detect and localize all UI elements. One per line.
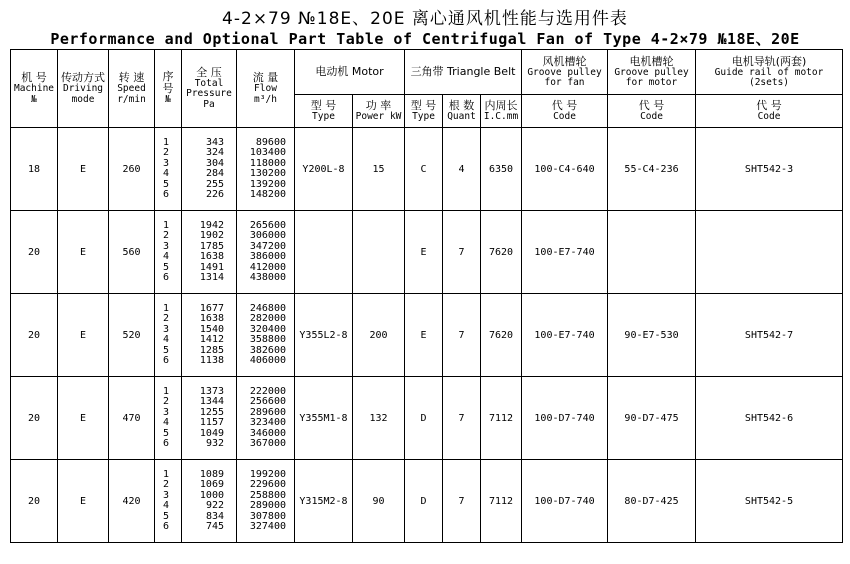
performance-table: [10, 49, 843, 543]
speed: 260: [109, 128, 155, 211]
driving-mode: E: [58, 294, 109, 377]
flow-list: 265600 306000 347200 386000 412000 438000: [237, 211, 295, 294]
fan-pulley-code: 100-E7-740: [522, 211, 608, 294]
motor-type: [295, 211, 353, 294]
header-flow: 流 量 Flow m³/h: [237, 50, 295, 128]
fan-pulley-code: 100-C4-640: [522, 128, 608, 211]
seq-list: 1 2 3 4 5 6: [155, 211, 182, 294]
speed: 470: [109, 377, 155, 460]
driving-mode: E: [58, 377, 109, 460]
header-fan-pulley: 风机槽轮 Groove pulley for fan: [522, 50, 608, 95]
header-motor-group: 电动机 Motor: [295, 50, 405, 95]
header-belt-type: 型 号 Type: [405, 95, 443, 128]
motor-power: [353, 211, 405, 294]
header-belt-length: 内周长 I.C.mm: [481, 95, 522, 128]
machine-no: 18: [11, 128, 58, 211]
guide-rail-code: SHT542-3: [696, 128, 843, 211]
motor-type: Y200L-8: [295, 128, 353, 211]
belt-quantity: 4: [443, 128, 481, 211]
table-row: [11, 377, 843, 460]
header-seq: 序 号 №: [155, 50, 182, 128]
guide-rail-code: SHT542-5: [696, 460, 843, 543]
header-motor-type: 型 号 Type: [295, 95, 353, 128]
driving-mode: E: [58, 128, 109, 211]
motor-type: Y355L2-8: [295, 294, 353, 377]
belt-length: 7112: [481, 377, 522, 460]
speed: 520: [109, 294, 155, 377]
table-row: [11, 460, 843, 543]
motor-power: 90: [353, 460, 405, 543]
page-title: 4-2×79 №18E、20E 离心通风机性能与选用件表: [222, 9, 628, 29]
belt-type: C: [405, 128, 443, 211]
table-row: [11, 294, 843, 377]
belt-length: 7112: [481, 460, 522, 543]
motor-pulley-code: [608, 211, 696, 294]
machine-no: 20: [11, 377, 58, 460]
page-subtitle: Performance and Optional Part Table of Centrifugal Fan of Type 4-2×79 №18E、20E: [50, 30, 800, 48]
header-belt-quantity: 根 数 Quant: [443, 95, 481, 128]
belt-type: D: [405, 460, 443, 543]
header-total-pressure: 全 压 Total Pressure Pa: [182, 50, 237, 128]
fan-pulley-code: 100-D7-740: [522, 377, 608, 460]
header-fan-pulley-code: 代 号 Code: [522, 95, 608, 128]
seq-list: 1 2 3 4 5 6: [155, 128, 182, 211]
header-machine: 机 号 Machine №: [11, 50, 58, 128]
motor-power: 132: [353, 377, 405, 460]
header-motor-pulley-code: 代 号 Code: [608, 95, 696, 128]
speed: 420: [109, 460, 155, 543]
flow-list: 199200 229600 258800 289000 307800 327400: [237, 460, 295, 543]
driving-mode: E: [58, 460, 109, 543]
belt-type: D: [405, 377, 443, 460]
machine-no: 20: [11, 460, 58, 543]
header-motor-pulley: 电机槽轮 Groove pulley for motor: [608, 50, 696, 95]
machine-no: 20: [11, 294, 58, 377]
pressure-list: 1089 1069 1000 922 834 745: [182, 460, 237, 543]
belt-type: E: [405, 211, 443, 294]
header-belt-group: 三角带 Triangle Belt: [405, 50, 522, 95]
motor-type: Y315M2-8: [295, 460, 353, 543]
seq-list: 1 2 3 4 5 6: [155, 294, 182, 377]
belt-length: 6350: [481, 128, 522, 211]
belt-length: 7620: [481, 294, 522, 377]
pressure-list: 1677 1638 1540 1412 1285 1138: [182, 294, 237, 377]
fan-pulley-code: 100-D7-740: [522, 460, 608, 543]
header-guide-rail: 电机导轨(两套) Guide rail of motor (2sets): [696, 50, 843, 95]
belt-type: E: [405, 294, 443, 377]
motor-power: 200: [353, 294, 405, 377]
pressure-list: 343 324 304 284 255 226: [182, 128, 237, 211]
belt-quantity: 7: [443, 211, 481, 294]
belt-quantity: 7: [443, 460, 481, 543]
motor-power: 15: [353, 128, 405, 211]
pressure-list: 1942 1902 1785 1638 1491 1314: [182, 211, 237, 294]
header-driving-mode: 传动方式 Driving mode: [58, 50, 109, 128]
flow-list: 89600 103400 118000 130200 139200 148200: [237, 128, 295, 211]
pressure-list: 1373 1344 1255 1157 1049 932: [182, 377, 237, 460]
motor-pulley-code: 90-D7-475: [608, 377, 696, 460]
guide-rail-code: [696, 211, 843, 294]
header-motor-power: 功 率 Power kW: [353, 95, 405, 128]
speed: 560: [109, 211, 155, 294]
belt-quantity: 7: [443, 377, 481, 460]
table-row: [11, 211, 843, 294]
belt-length: 7620: [481, 211, 522, 294]
guide-rail-code: SHT542-6: [696, 377, 843, 460]
header-guide-rail-code: 代 号 Code: [696, 95, 843, 128]
flow-list: 246800 282000 320400 358800 382600 406000: [237, 294, 295, 377]
motor-pulley-code: 55-C4-236: [608, 128, 696, 211]
machine-no: 20: [11, 211, 58, 294]
flow-list: 222000 256600 289600 323400 346000 367000: [237, 377, 295, 460]
seq-list: 1 2 3 4 5 6: [155, 377, 182, 460]
belt-quantity: 7: [443, 294, 481, 377]
guide-rail-code: SHT542-7: [696, 294, 843, 377]
header-speed: 转 速 Speed r/min: [109, 50, 155, 128]
fan-pulley-code: 100-E7-740: [522, 294, 608, 377]
motor-type: Y355M1-8: [295, 377, 353, 460]
motor-pulley-code: 90-E7-530: [608, 294, 696, 377]
seq-list: 1 2 3 4 5 6: [155, 460, 182, 543]
motor-pulley-code: 80-D7-425: [608, 460, 696, 543]
table-row: [11, 128, 843, 211]
driving-mode: E: [58, 211, 109, 294]
